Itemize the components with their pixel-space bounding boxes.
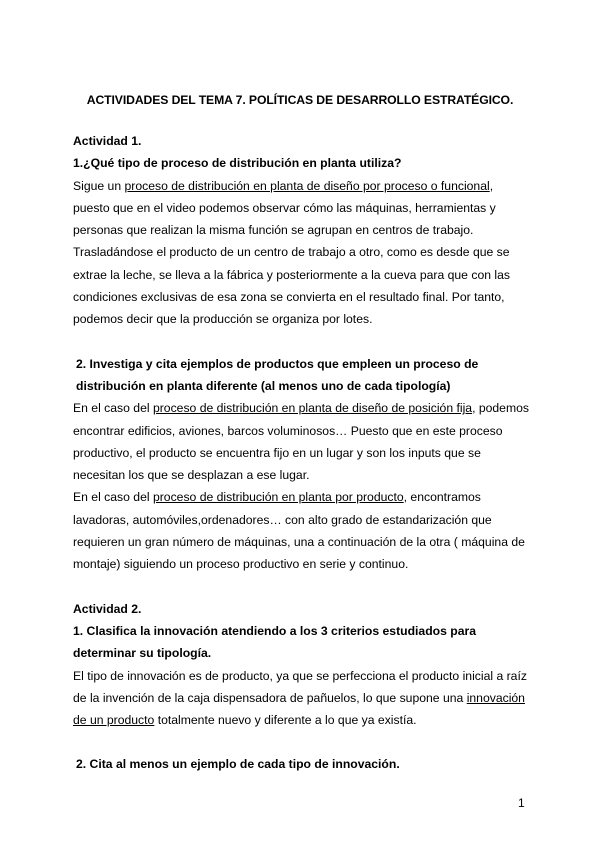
answer-text: En el caso del <box>73 490 153 505</box>
activity-2-heading: Actividad 2. <box>73 601 142 616</box>
answer-text: En el caso del <box>73 401 153 416</box>
answer-text: , podemos encontrar edificios, aviones, barcos voluminosos… Puesto que en este proceso productivo, el producto se encuentra fijo en un lugar y son los inputs que se necesitan los que se desplazan a ese lugar. <box>73 401 529 483</box>
activity-1-answer-1 <box>73 175 533 331</box>
page-number: 1 <box>518 796 525 810</box>
underlined-term: innovación de un producto <box>73 690 525 728</box>
activity-2-question-2: 2. Cita al menos un ejemplo de cada tipo de innovación. <box>76 757 400 772</box>
answer-text: , encontramos lavadoras, automóviles,ordenadores… con alto grado de estandarización que requieren un gran número de máquinas, una a continuación de la otra ( máquina de montaje) siguiendo un proceso productivo en serie y continuo. <box>73 490 525 572</box>
activity-1-heading: Actividad 1. <box>73 134 142 148</box>
activity-1-answer-2-paragraph-1 <box>73 397 533 486</box>
document-body <box>73 130 533 776</box>
activity-2-question-1: 1. Clasifica la innovación atendiendo a los 3 criterios estudiados para determinar su tipología. <box>73 623 476 661</box>
answer-text: El tipo de innovación es de producto, ya que se perfecciona el producto inicial a raíz de la invención de la caja dispensadora de pañuelos, lo que supone una <box>73 668 527 705</box>
underlined-term: proceso de distribución en planta de diseño de posición fija <box>152 401 473 416</box>
answer-text: totalmente nuevo y diferente a lo que ya existía. <box>154 713 417 728</box>
underlined-term: proceso de distribución en planta por producto <box>152 490 404 505</box>
answer-text: Sigue un <box>73 178 125 193</box>
activity-1-question-1: 1.¿Qué tipo de proceso de distribución en planta utiliza? <box>73 156 402 171</box>
document-title: ACTIVIDADES DEL TEMA 7. POLÍTICAS DE DESARROLLO ESTRATÉGICO. <box>86 93 514 107</box>
activity-1-answer-2-paragraph-2 <box>73 486 533 575</box>
activity-2-answer-1 <box>73 665 533 732</box>
activity-1-question-2: 2. Investiga y cita ejemplos de productos que empleen un proceso de distribución en planta diferente (al menos uno de cada tipología) <box>76 356 479 393</box>
answer-text: , puesto que en el video podemos observar cómo las máquinas, herramientas y personas que realizan la misma función se agrupan en centros de trabajo. Trasladándose el producto de un centro de trabajo a otro, como es desde que se extrae la leche, se lleva a la fábrica y posteriormente a la cueva para que con las condiciones exclusivas de esa zona se convierta en el resultado final. Por tanto, podemos decir que la producción se organiza por lotes. <box>73 178 510 327</box>
underlined-term: proceso de distribución en planta de diseño por proceso o funcional <box>124 178 490 193</box>
